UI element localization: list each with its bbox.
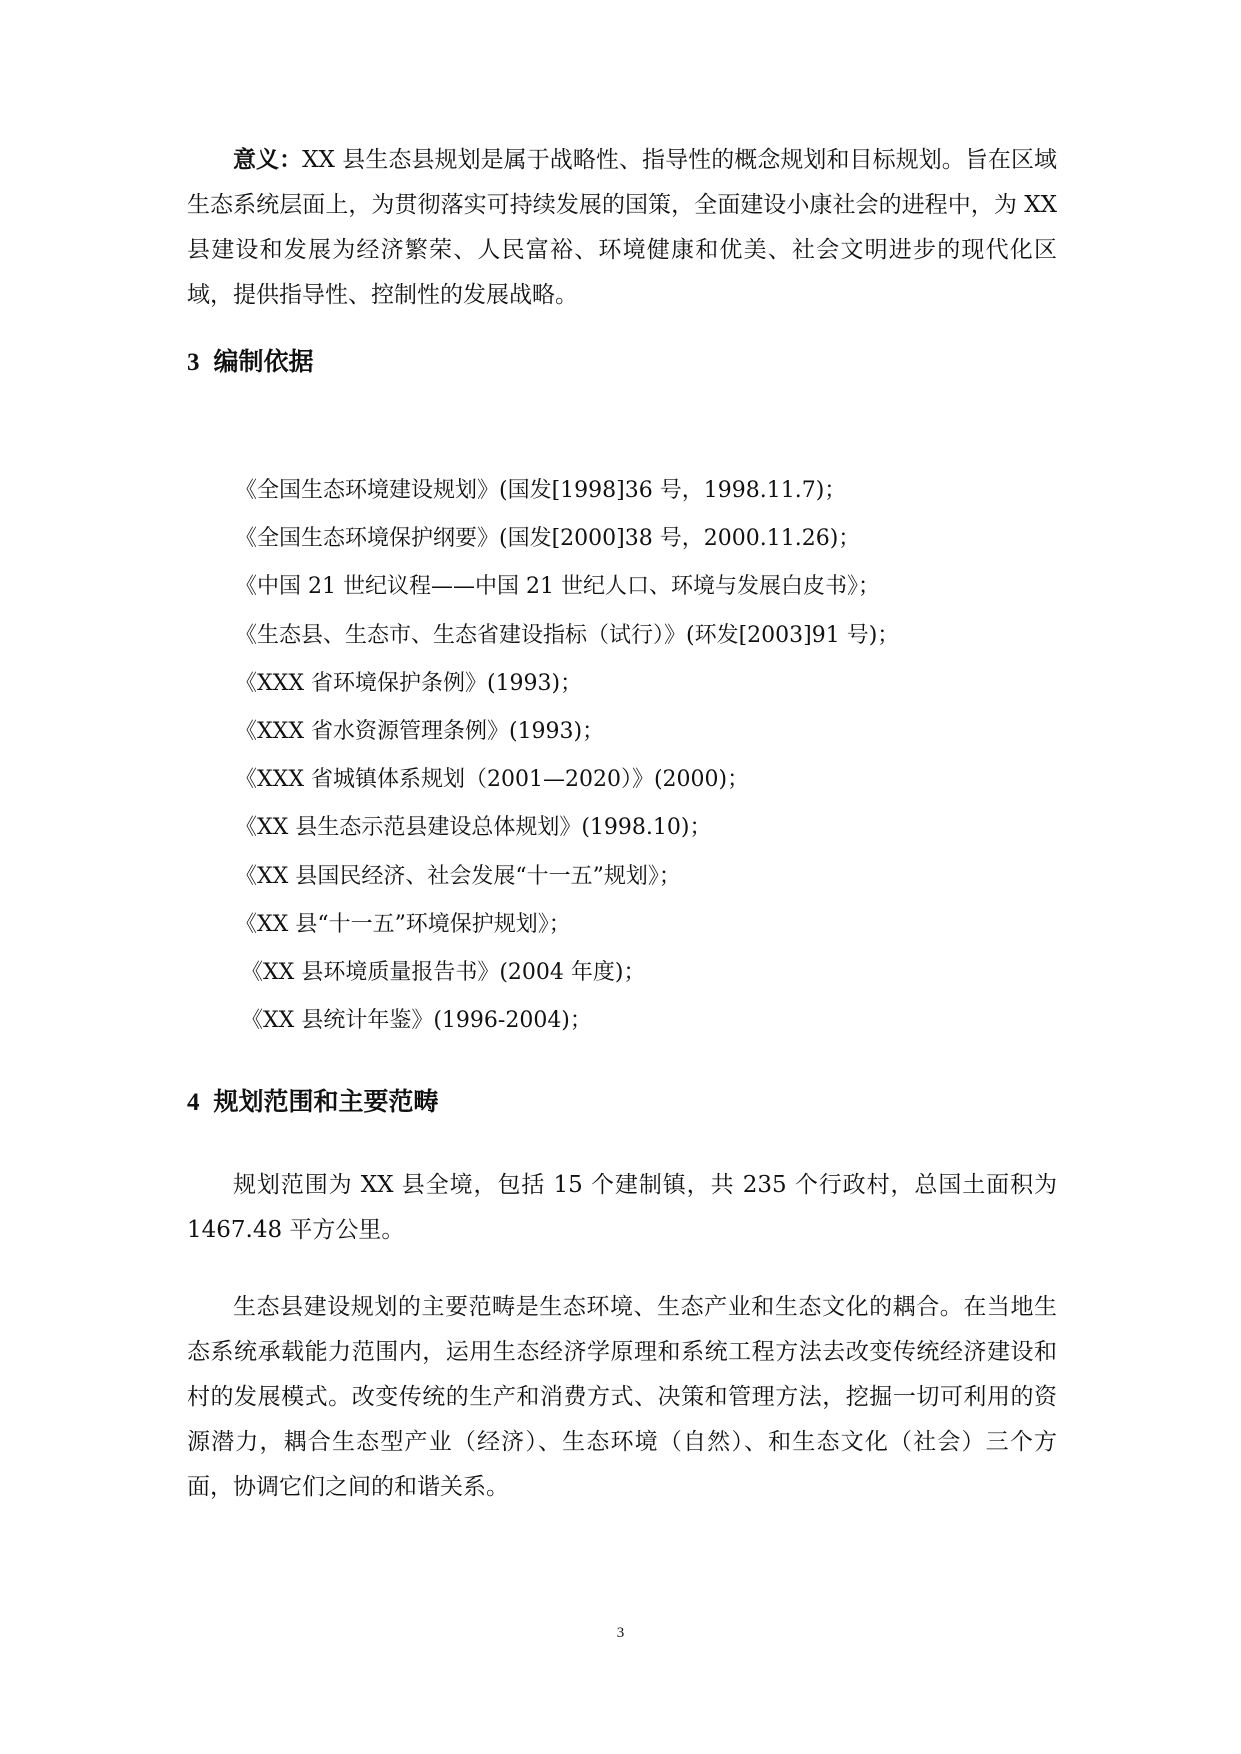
meaning-lead: 意义： [233,146,303,173]
reference-item: 《生态县、生态市、生态省建设指标（试行）》(环发[2003]91 号)； [235,622,900,648]
section-4-number: 4 [187,1089,200,1116]
reference-item: 《全国生态环境保护纲要》(国发[2000]38 号，2000.11.26)； [235,526,861,552]
reference-item: 《XX 县生态示范县建设总体规划》(1998.10)； [235,815,712,841]
meaning-paragraph [187,137,1057,318]
section-3-number: 3 [187,349,200,376]
reference-item: 《XXX 省水资源管理条例》(1993)； [235,718,605,744]
page-number: 3 [616,1625,625,1641]
section-4-heading [187,1085,439,1120]
reference-item: 《中国 21 世纪议程——中国 21 世纪人口、环境与发展白皮书》； [235,574,880,600]
reference-item: 《XX 县国民经济、社会发展“十一五”规划》； [235,863,681,889]
reference-item: 《XXX 省环境保护条例》(1993)； [235,670,583,696]
meaning-text: XX 县生态县规划是属于战略性、指导性的概念规划和目标规划。旨在区域生态系统层面上，为贯彻落实可持续发展的国策，全面建设小康社会的进程中，为 XX 县建设和发展为经济繁荣、人民富裕、环境健康和优美、社会文明进步的现代化区域，提供指导性、控制性的发展战略。 [187,147,1057,308]
reference-item: 《全国生态环境建设规划》(国发[1998]36 号，1998.11.7)； [235,478,847,503]
section-3-heading [187,345,314,380]
reference-item: 《XX 县统计年鉴》(1996-2004)； [241,1008,592,1034]
section-3-title: 编制依据 [213,347,314,376]
category-paragraph: 生态县建设规划的主要范畴是生态环境、生态产业和生态文化的耦合。在当地生态系统承载能力范围内，运用生态经济学原理和系统工程方法去改变传统经济建设和村的发展模式。改变传统的生产和消费方式、决策和管理方法，挖掘一切可利用的资源潜力，耦合生态型产业（经济）、生态环境（自然）、和生态文化（社会）三个方面，协调它们之间的和谐关系。 [187,1294,1057,1500]
reference-list [235,467,1055,1045]
scope-paragraph: 规划范围为 XX 县全境，包括 15 个建制镇，共 235 个行政村，总国土面积为 1467.48 平方公里。 [187,1172,1057,1243]
reference-item: 《XX 县环境质量报告书》(2004 年度)； [241,959,646,985]
reference-item: 《XX 县“十一五”环境保护规划》； [235,911,571,937]
section-4-title: 规划范围和主要范畴 [213,1087,439,1116]
reference-item: 《XXX 省城镇体系规划（2001—2020）》(2000)； [235,767,750,793]
